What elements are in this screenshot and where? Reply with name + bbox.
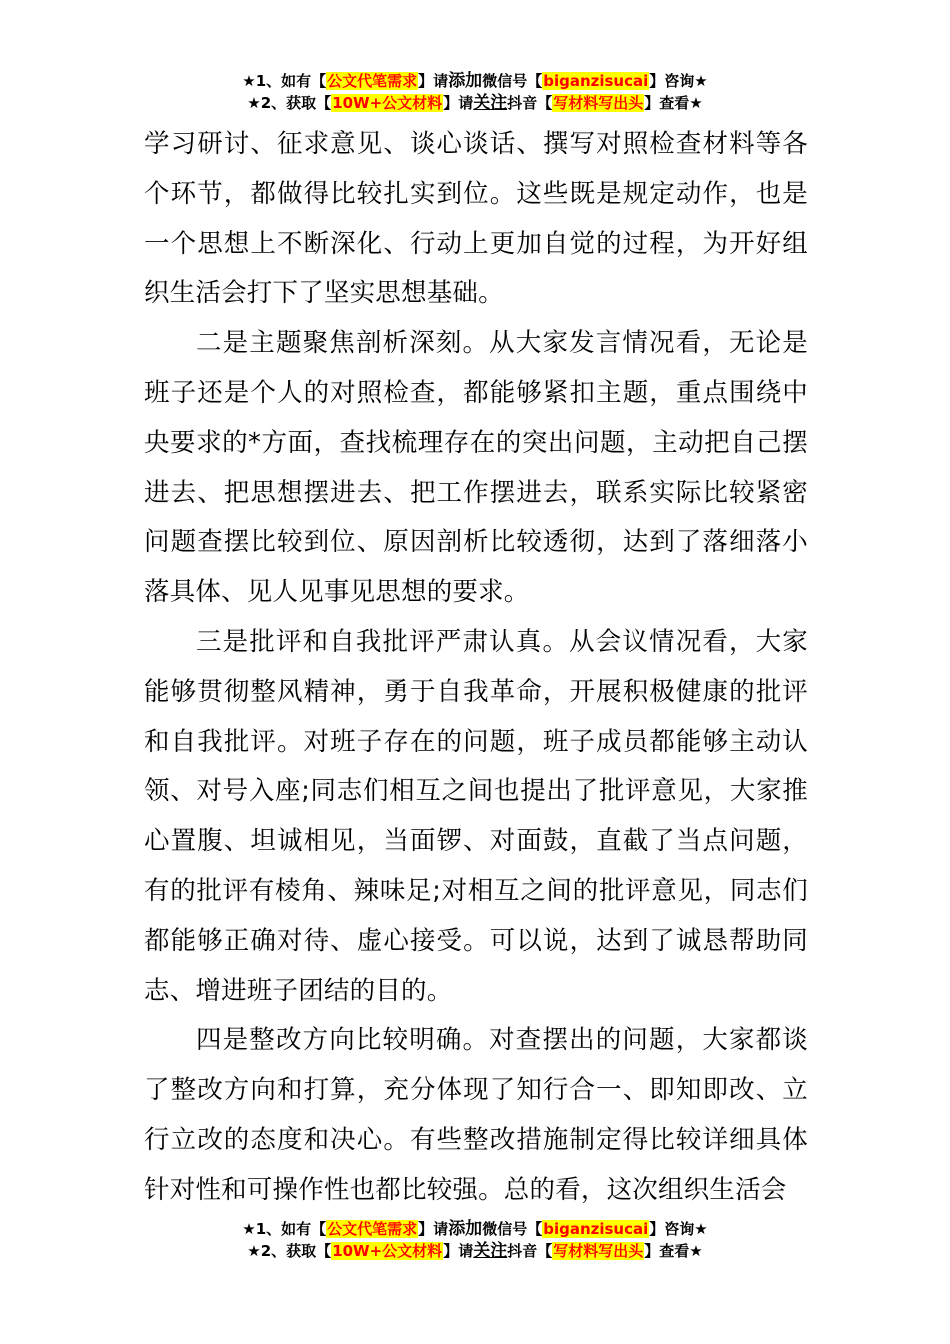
banner-line-2 [0, 92, 950, 114]
banner-text: ★2、获取【 [247, 94, 332, 112]
banner-text: 关注 [473, 1241, 508, 1261]
highlight-service: 公文代笔需求 [327, 1220, 418, 1238]
banner-text: ★1、如有【 [242, 1220, 327, 1238]
paragraph-point-4: 四是整改方向比较明确。对查摆出的问题，大家都谈了整改方向和打算，充分体现了知行合一、即知即改、立行立改的态度和决心。有些整改措施制定得比较详细具体针对性和可操作性也都比较强。总的看，这次组织生活会 [144, 1025, 808, 1205]
banner-text: 微信号【 [482, 1220, 543, 1238]
banner-text: 】咨询★ [649, 1220, 708, 1238]
header-banner [0, 70, 950, 114]
paragraph-point-2: 二是主题聚焦剖析深刻。从大家发言情况看，无论是班子还是个人的对照检查，都能够紧扣主题，重点围绕中央要求的*方面，查找梳理存在的突出问题，主动把自己摆进去、把思想摆进去、把工作摆进去，联系实际比较紧密问题查摆比较到位、原因剖析比较透彻，达到了落细落小落具体、见人见事见思想的要求。 [144, 328, 808, 608]
highlight-douyin-account: 写材料写出头 [553, 1242, 644, 1260]
banner-text: 添加 [448, 71, 483, 91]
paragraph-continuation: 学习研讨、征求意见、谈心谈话、撰写对照检查材料等各个环节，都做得比较扎实到位。这些既是规定动作，也是一个思想上不断深化、行动上更加自觉的过程，为开好组织生活会打下了坚实思想基础。 [144, 129, 808, 309]
highlight-materials: 10W+公文材料 [332, 94, 443, 112]
highlight-materials: 10W+公文材料 [332, 1242, 443, 1260]
highlight-wechat-id: biganzisucai [543, 1220, 649, 1238]
banner-text: 】查看★ [644, 1242, 703, 1260]
banner-text: 】请 [418, 72, 449, 90]
banner-line-1 [0, 1218, 950, 1240]
banner-line-2 [0, 1240, 950, 1262]
banner-text: 关注 [473, 93, 508, 113]
banner-line-1 [0, 70, 950, 92]
banner-text: ★2、获取【 [247, 1242, 332, 1260]
banner-text: 】请 [443, 94, 474, 112]
banner-text: 微信号【 [482, 72, 543, 90]
banner-text: 】请 [418, 1220, 449, 1238]
document-body [144, 120, 808, 1216]
banner-text: 抖音【 [507, 1242, 553, 1260]
paragraph-point-3: 三是批评和自我批评严肃认真。从会议情况看，大家能够贯彻整风精神，勇于自我革命，开展积极健康的批评和自我批评。对班子存在的问题，班子成员都能够主动认领、对号入座;同志们相互之间也提出了批评意见，大家推心置腹、坦诚相见，当面锣、对面鼓，直截了当点问题，有的批评有棱角、辣味足;对相互之间的批评意见，同志们都能够正确对待、虚心接受。可以说，达到了诚恳帮助同志、增进班子团结的目的。 [144, 626, 808, 1006]
banner-text: 】咨询★ [649, 72, 708, 90]
highlight-service: 公文代笔需求 [327, 72, 418, 90]
banner-text: 抖音【 [507, 94, 553, 112]
banner-text: 】请 [443, 1242, 474, 1260]
highlight-wechat-id: biganzisucai [543, 72, 649, 90]
footer-banner [0, 1218, 950, 1262]
highlight-douyin-account: 写材料写出头 [553, 94, 644, 112]
banner-text: 添加 [448, 1219, 483, 1239]
banner-text: ★1、如有【 [242, 72, 327, 90]
banner-text: 】查看★ [644, 94, 703, 112]
